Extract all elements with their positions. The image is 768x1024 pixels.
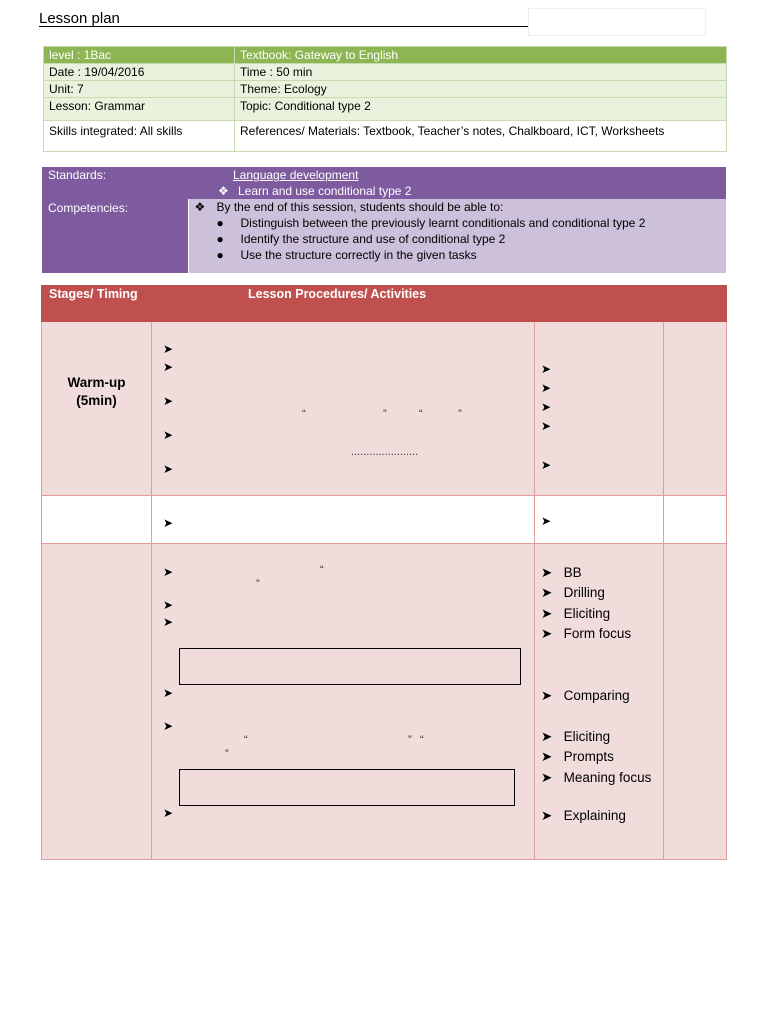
transition-resources-cell (535, 496, 664, 544)
presentation-activities-cell (152, 544, 535, 860)
resource-text: Prompts (563, 749, 614, 764)
info-row (44, 81, 727, 98)
info-unit: Unit: 7 (44, 81, 235, 98)
arrow-bullet-icon: ➤ (541, 514, 552, 528)
resource-item (541, 584, 605, 602)
header-cell (528, 8, 706, 36)
example-box (179, 648, 521, 685)
arrow-bullet-icon: ➤ (163, 615, 174, 629)
close-quote-mark: ” (225, 748, 229, 760)
col-stage-header-text: Stages/ Timing (49, 287, 138, 301)
competencies-label: Competencies: (42, 199, 188, 273)
resource-text: BB (563, 565, 582, 580)
standards-table (42, 167, 726, 273)
page-title: Lesson plan (39, 10, 120, 27)
info-topic: Topic: Conditional type 2 (235, 98, 727, 121)
arrow-bullet-icon: ➤ (541, 565, 553, 580)
arrow-bullet-icon: ➤ (541, 729, 553, 744)
info-row (44, 121, 727, 152)
objective-item (195, 215, 721, 231)
objective-item (195, 247, 721, 263)
bullet-icon: ● (216, 232, 224, 246)
bullet-icon: ● (216, 248, 224, 262)
resource-item (541, 807, 626, 825)
arrow-bullet-icon: ➤ (541, 688, 553, 703)
objective-text: Distinguish between the previously learnt conditionals and conditional type 2 (240, 216, 646, 230)
resource-item (541, 687, 630, 705)
col-stage-header (42, 286, 152, 322)
resource-item (541, 728, 610, 746)
resource-item (541, 748, 614, 766)
info-date: Date : 19/04/2016 (44, 64, 235, 81)
arrow-bullet-icon: ➤ (541, 400, 552, 414)
info-row (44, 64, 727, 81)
arrow-bullet-icon: ➤ (163, 565, 174, 579)
warmup-stage-cell (42, 322, 152, 496)
resource-text: Explaining (563, 808, 626, 823)
arrow-bullet-icon: ➤ (163, 719, 174, 733)
arrow-bullet-icon: ➤ (163, 806, 174, 820)
procedures-table (41, 285, 727, 860)
diamond-bullet-icon: ❖ (218, 184, 229, 198)
transition-extra-cell (664, 496, 727, 544)
info-row (44, 47, 727, 64)
presentation-extra-cell (664, 544, 727, 860)
col-activities-header (152, 286, 727, 322)
resource-item (541, 605, 610, 623)
info-table (43, 46, 727, 152)
presentation-resources-cell (535, 544, 664, 860)
objective-item (195, 231, 721, 247)
close-quote-mark: ” (256, 578, 260, 590)
warmup-activities-cell (152, 322, 535, 496)
standards-heading: Language development (233, 168, 359, 182)
close-quote-mark: ” (458, 408, 462, 420)
col-activities-header-text: Lesson Procedures/ Activities (248, 287, 427, 301)
info-row (44, 98, 727, 121)
arrow-bullet-icon: ➤ (541, 381, 552, 395)
standards-label: Standards: (42, 167, 188, 199)
standards-content (188, 167, 726, 199)
resource-text: Eliciting (563, 729, 611, 744)
warmup-extra-cell (664, 322, 727, 496)
info-theme: Theme: Ecology (235, 81, 727, 98)
close-quote-mark: ” (408, 734, 412, 746)
arrow-bullet-icon: ➤ (541, 606, 553, 621)
info-references: References/ Materials: Textbook, Teacher’s notes, Chalkboard, ICT, Worksheets (235, 121, 727, 152)
info-level: level : 1Bac (44, 47, 235, 64)
arrow-bullet-icon: ➤ (163, 516, 174, 530)
standards-item-text: Learn and use conditional type 2 (238, 184, 412, 198)
objective-text: Use the structure correctly in the given tasks (240, 248, 477, 262)
info-skills: Skills integrated: All skills (44, 121, 235, 152)
warmup-stage: Warm-up (67, 375, 126, 390)
arrow-bullet-icon: ➤ (163, 394, 174, 408)
competencies-intro-text: By the end of this session, students should be able to: (216, 200, 504, 214)
arrow-bullet-icon: ➤ (163, 342, 174, 356)
title-underline (39, 26, 529, 27)
arrow-bullet-icon: ➤ (163, 360, 174, 374)
warmup-time: (5min) (76, 393, 117, 408)
arrow-bullet-icon: ➤ (541, 585, 553, 600)
transition-stage-cell (42, 496, 152, 544)
objective-text: Identify the structure and use of conditional type 2 (240, 232, 506, 246)
bullet-icon: ● (216, 216, 224, 230)
open-quote-mark: “ (320, 564, 324, 576)
resource-text: Drilling (563, 585, 605, 600)
arrow-bullet-icon: ➤ (163, 428, 174, 442)
resource-item (541, 625, 631, 643)
competencies-content (188, 199, 726, 273)
resource-item (541, 564, 582, 582)
resource-item (541, 769, 651, 787)
transition-activities-cell (152, 496, 535, 544)
presentation-row (42, 544, 727, 860)
procedures-header-row (42, 286, 727, 322)
open-quote-mark: “ (302, 408, 306, 420)
open-quote-mark: “ (420, 734, 424, 746)
open-quote-mark: “ (419, 408, 423, 420)
resource-text: Form focus (563, 626, 632, 641)
standards-row (42, 167, 726, 199)
arrow-bullet-icon: ➤ (541, 362, 552, 376)
close-quote-mark: ” (383, 408, 387, 420)
warmup-row (42, 322, 727, 496)
arrow-bullet-icon: ➤ (541, 770, 553, 785)
info-lesson: Lesson: Grammar (44, 98, 235, 121)
diamond-bullet-icon: ❖ (194, 200, 206, 214)
arrow-bullet-icon: ➤ (541, 458, 552, 472)
example-box (179, 769, 515, 806)
info-time: Time : 50 min (235, 64, 727, 81)
arrow-bullet-icon: ➤ (163, 598, 174, 612)
competencies-row (42, 199, 726, 273)
info-textbook: Textbook: Gateway to English (235, 47, 727, 64)
open-quote-mark: “ (244, 734, 248, 746)
arrow-bullet-icon: ➤ (541, 626, 553, 641)
arrow-bullet-icon: ➤ (541, 419, 552, 433)
resource-text: Eliciting (563, 606, 611, 621)
transition-row (42, 496, 727, 544)
resource-text: Meaning focus (563, 770, 652, 785)
standards-item (218, 183, 720, 199)
resource-text: Comparing (563, 688, 630, 703)
warmup-resources-cell (535, 322, 664, 496)
arrow-bullet-icon: ➤ (541, 808, 553, 823)
presentation-stage-cell (42, 544, 152, 860)
arrow-bullet-icon: ➤ (163, 686, 174, 700)
arrow-bullet-icon: ➤ (163, 462, 174, 476)
arrow-bullet-icon: ➤ (541, 749, 553, 764)
competencies-intro (195, 199, 721, 215)
blank-dots: ...................... (351, 446, 419, 458)
